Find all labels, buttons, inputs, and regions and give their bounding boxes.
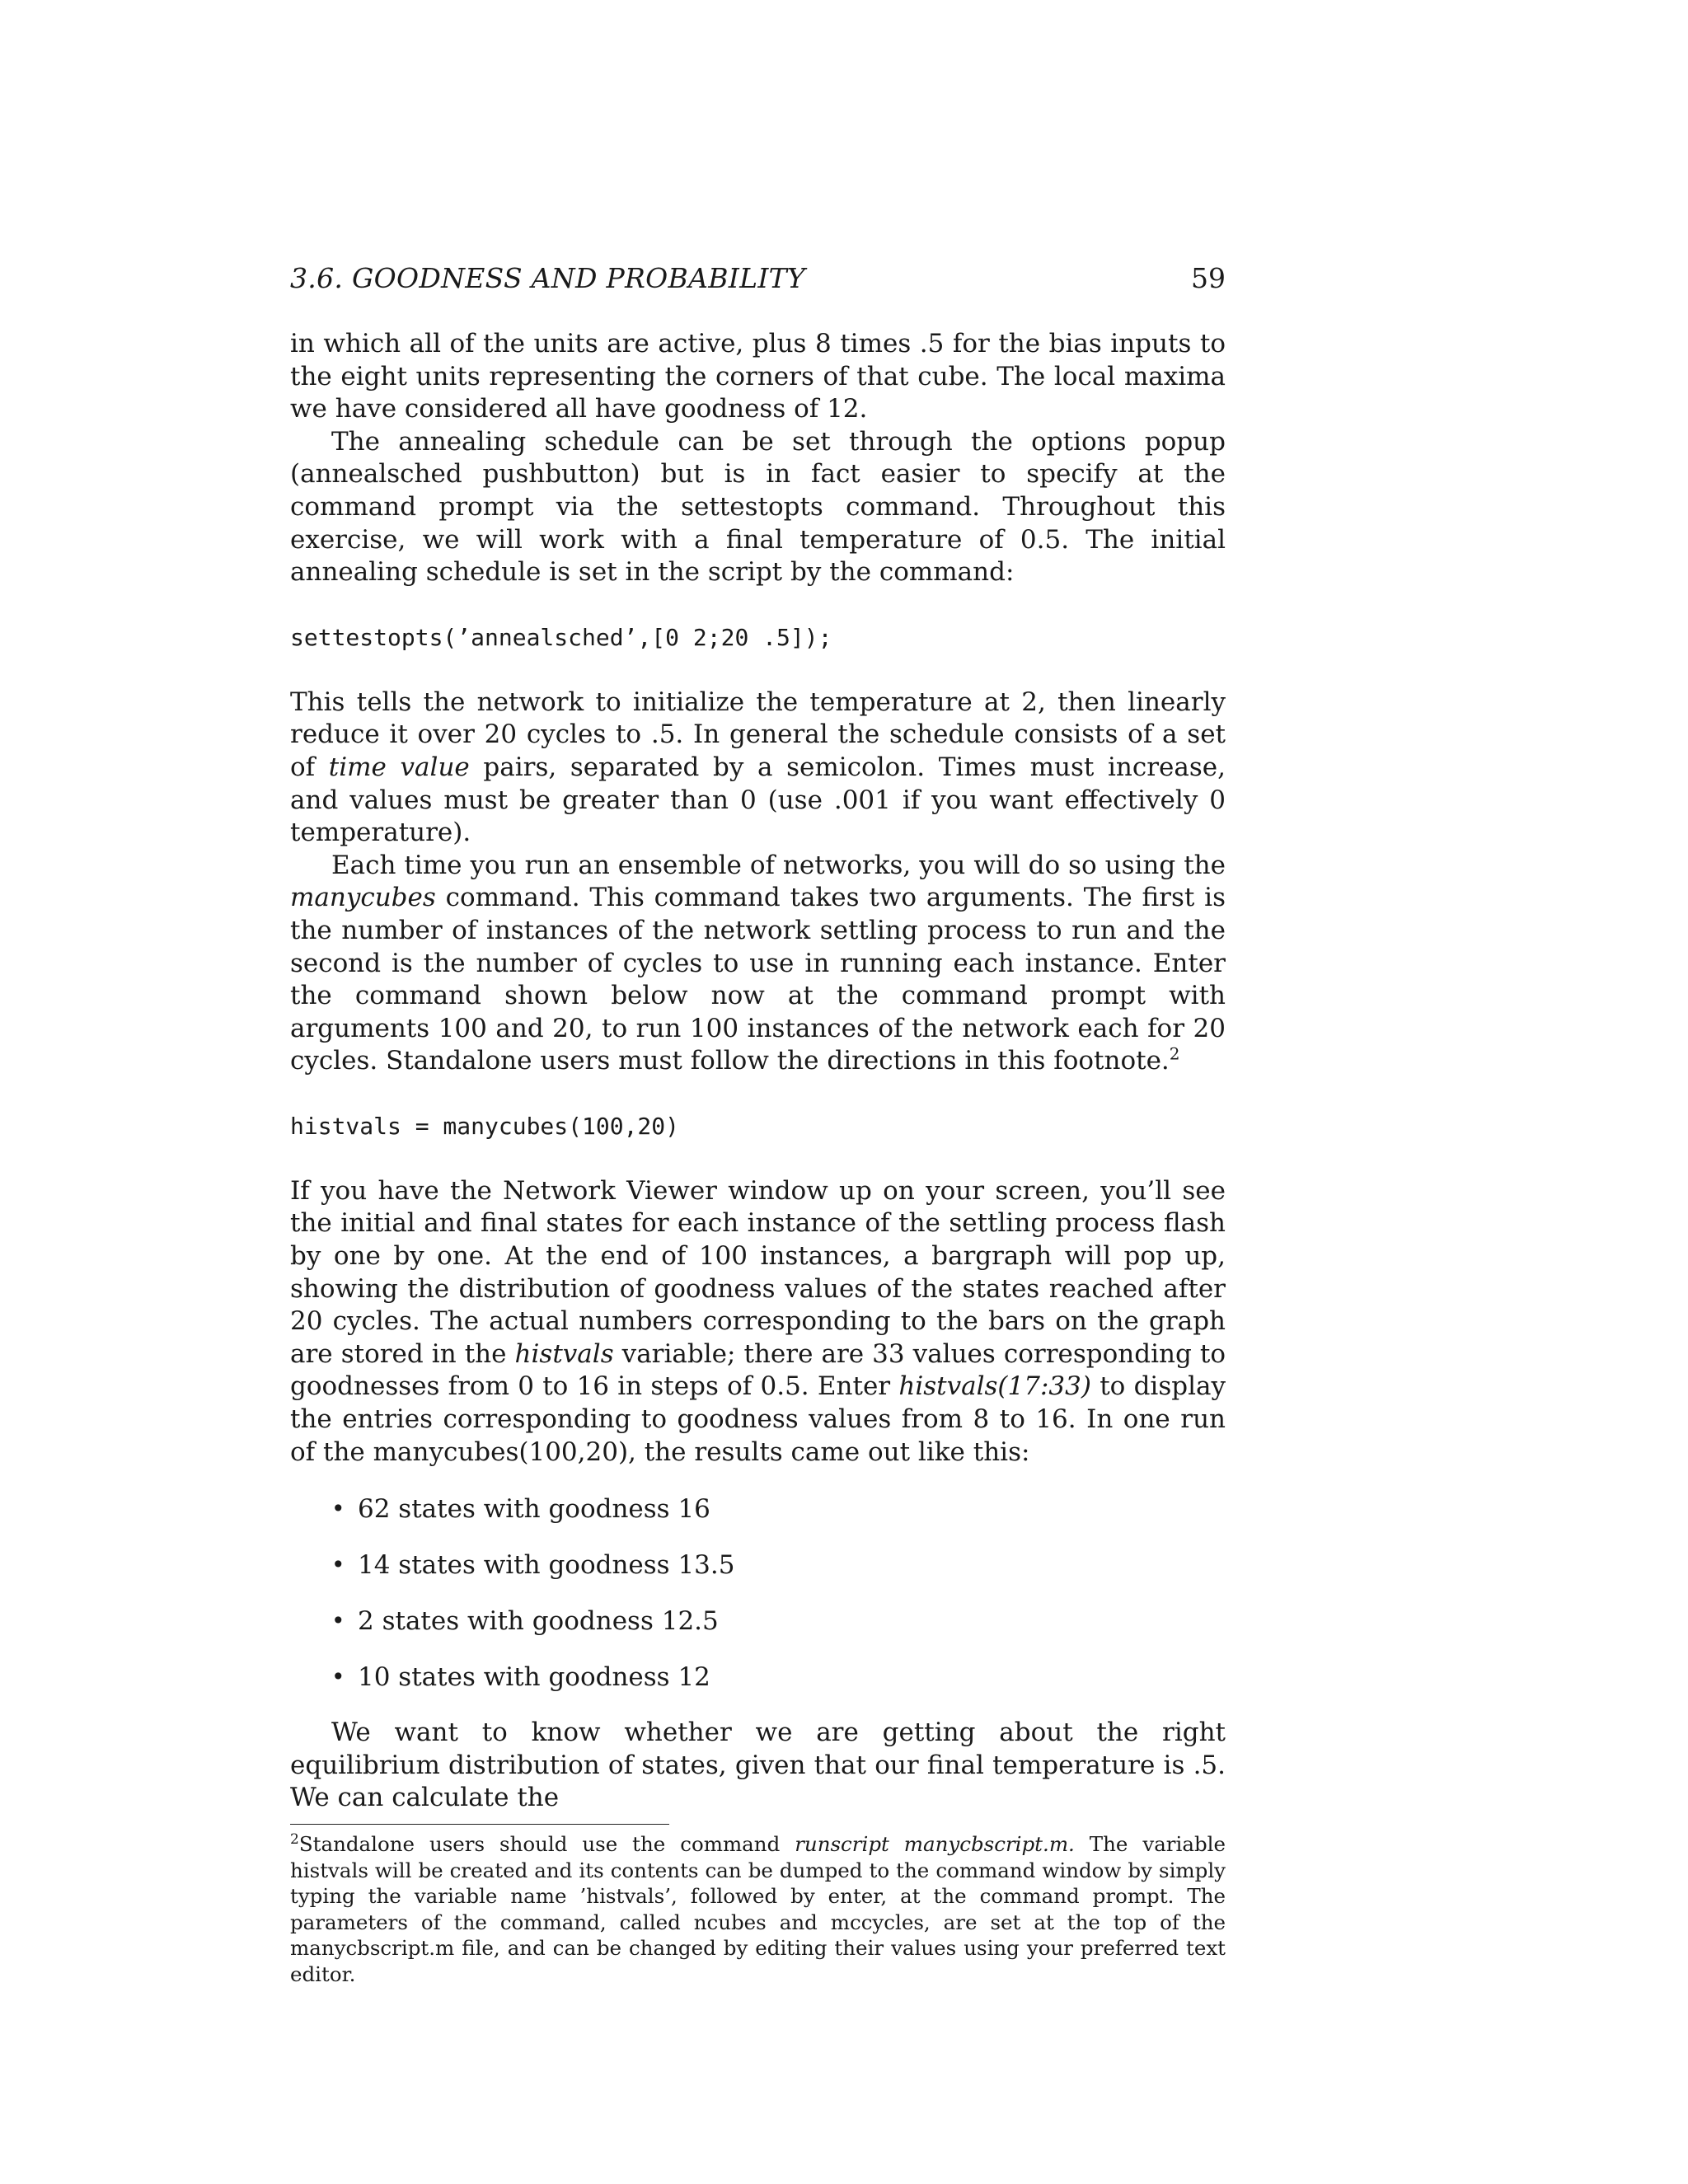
paragraph-1: in which all of the units are active, plus 8 times .5 for the bias inputs to the eight units representing the corners of that cube. The local maxima we have considered all have goodness of 12.	[290, 329, 1226, 424]
list-item: • 10 states with goodness 12	[331, 1662, 710, 1693]
bullet-icon: •	[331, 1607, 345, 1635]
paragraph-2: The annealing schedule can be set through the options popup (annealsched pushbutton) but is in fact easier to specify at the command prompt via the settestopts command. Throughout this exercise, we will work with a final temperature of 0.5. The initial annealing schedule is set in the script by the command:	[290, 426, 1226, 588]
list-item: • 14 states with goodness 13.5	[331, 1550, 735, 1581]
footnote-number: 2	[290, 1830, 299, 1848]
page	[290, 262, 1226, 1987]
footnote-mark: 2	[1169, 1043, 1180, 1064]
paragraph-4: Each time you run an ensemble of networks, you will do so using the manycubes command. This command takes two arguments. The first is the number of instances of the network settling process to run and the second is the number of cycles to use in running each instance. Enter the command shown below now at the command prompt with arguments 100 and 20, to run 100 instances of the network each for 20 cycles. Standalone users must follow the directions in this footnote.$^2$	[290, 850, 1226, 1076]
paragraph-5: If you have the Network Viewer window up on your screen, you’ll see the initial and final states for each instance of the settling process flash by one by one. At the end of 100 instances, a bargraph will pop up, showing the distribution of goodness values of the states reached after 20 cycles. The actual numbers corresponding to the bars on the graph are stored in the histvals variable; there are 33 values corresponding to goodnesses from 0 to 16 in steps of 0.5. Enter histvals(17:33) to display the entries corresponding to goodness values from 8 to 16. In one run of the manycubes(100,20), the results came out like this:	[290, 1175, 1226, 1467]
bullet-icon: •	[331, 1495, 345, 1523]
footnote-rule	[290, 1824, 669, 1825]
footnote: $^2$Standalone users should use the command runscript manycbscript.m. The variable histvals will be created and its contents can be dumped to the command window by simply typing the variable name ’histvals’, followed by enter, at the command prompt. The parameters of the command, called ncubes and mccycles, are set at the top of the manycbscript.m file, and can be changed by editing their values using your preferred text editor.	[290, 1830, 1226, 1986]
paragraph-6: We want to know whether we are getting about the right equilibrium distribution of states, given that our final temperature is .5. We can calculate the	[290, 1718, 1226, 1813]
bullet-icon: •	[331, 1551, 345, 1579]
page-number: 59	[1191, 262, 1226, 294]
code-settestopts: settestopts(’annealsched’,[0 2;20 .5]);	[290, 623, 832, 651]
paragraph-3: This tells the network to initialize the temperature at 2, then linearly reduce it over 20 cycles to .5. In general the schedule consists of a set of time value pairs, separated by a semicolon. Times must increase, and values must be greater than 0 (use .001 if you want effectively 0 temperature).	[290, 687, 1226, 848]
list-item: • 2 states with goodness 12.5	[331, 1606, 719, 1637]
running-header	[290, 262, 1226, 295]
code-manycubes: histvals = manycubes(100,20)	[290, 1112, 680, 1140]
bullet-icon: •	[331, 1663, 345, 1691]
results-list	[290, 1493, 1226, 1694]
list-item: • 62 states with goodness 16	[331, 1494, 710, 1525]
section-title: 3.6. GOODNESS AND PROBABILITY	[290, 262, 806, 294]
